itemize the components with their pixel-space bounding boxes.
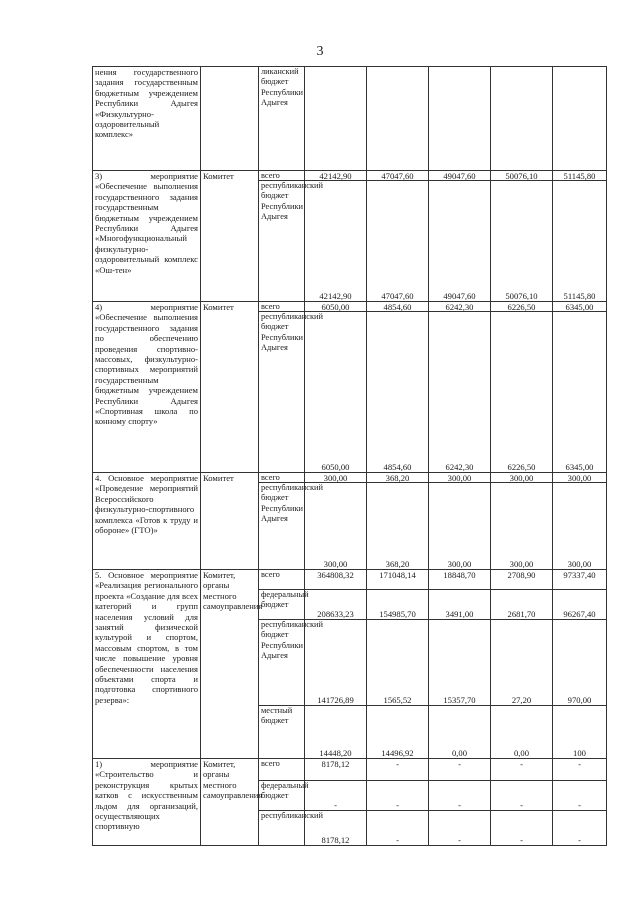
value-subcell	[491, 570, 552, 590]
value-text: 47047,60	[381, 171, 414, 181]
source-label: республиканский бюджет Республики Адыгея	[261, 483, 323, 524]
value-text: 6050,00	[321, 302, 350, 312]
value-subcell	[429, 706, 490, 758]
table-row	[93, 473, 607, 570]
source-label: всего	[259, 759, 304, 781]
value-text: 364808,32	[317, 570, 354, 580]
value-text: 50076,10	[505, 171, 538, 181]
value-text: -	[458, 834, 461, 845]
executor-cell: Комитет	[201, 302, 259, 473]
executor-cell: Комитет, органы местного самоуправления	[201, 759, 259, 846]
value-subcell	[553, 312, 606, 472]
value-text: 300,00	[323, 473, 348, 483]
value-subcell	[367, 759, 428, 781]
value-cell	[553, 67, 607, 171]
value-text: -	[578, 834, 581, 845]
value-text: -	[396, 834, 399, 845]
value-subcell	[429, 759, 490, 781]
value-subcell	[553, 781, 606, 811]
value-text: 18848,70	[443, 570, 476, 580]
value-text: 300,00	[447, 473, 472, 483]
source-cell	[259, 302, 323, 473]
value-subcell	[553, 759, 606, 781]
value-subcell	[491, 473, 552, 483]
value-text: 208633,23	[317, 608, 354, 619]
source-label: местный бюджет	[261, 706, 293, 726]
table-row	[93, 171, 607, 302]
value-subcell	[491, 811, 552, 845]
value-cell	[305, 67, 367, 171]
source-label: республиканский	[261, 811, 323, 820]
value-text: 6242,30	[445, 302, 474, 312]
measure-cell: 3) мероприятие «Обеспечение выполнения государственного задания государственным бюджетным учреждением Республики Адыгея «Многофункциональный физкультурно-оздоровительный комплекс «Ош-тен»	[93, 171, 201, 302]
measure-cell: нения государственного задания государственным бюджетным учреждением Республики Адыгея «Физкультурно-оздоровительный комплекс»	[93, 67, 201, 171]
value-cell	[305, 302, 367, 473]
source-label: федеральный бюджет	[259, 781, 304, 811]
value-subcell	[491, 302, 552, 312]
page-number: 3	[316, 44, 324, 59]
value-cell	[305, 759, 367, 846]
value-subcell	[305, 620, 366, 706]
value-text: 6242,30	[445, 461, 474, 472]
value-subcell	[491, 171, 552, 181]
value-text: 300,00	[447, 558, 472, 569]
value-text: 100	[573, 747, 586, 758]
value-subcell	[553, 811, 606, 845]
value-subcell	[305, 781, 366, 811]
value-text: 368,20	[385, 473, 410, 483]
value-subcell	[491, 590, 552, 620]
value-cell	[491, 759, 553, 846]
value-subcell	[305, 759, 366, 781]
value-text: -	[578, 799, 581, 810]
value-text: 300,00	[567, 558, 592, 569]
value-cell	[491, 302, 553, 473]
value-text: 300,00	[323, 558, 348, 569]
value-text: 2681,70	[507, 608, 536, 619]
value-subcell	[367, 811, 428, 845]
executor-cell: Комитет, органы местного самоуправления	[201, 570, 259, 759]
value-subcell	[305, 473, 366, 483]
value-subcell	[491, 312, 552, 472]
value-text: 47047,60	[381, 290, 414, 301]
table-row	[93, 67, 607, 171]
value-subcell	[305, 811, 366, 845]
measure-cell: 5. Основное мероприятие «Реализация регионального проекта «Создание для всех категорий и групп населения условий для занятий физической культурой и спортом, массовым спортом, в том числе повышение уровня обеспеченности населения объектами спорта и подготовка спортивного резерва»:	[93, 570, 201, 759]
value-text: 1565,52	[383, 694, 412, 705]
value-text: -	[396, 799, 399, 810]
source-label: республиканский бюджет Республики Адыгея	[261, 181, 323, 222]
table-row	[93, 759, 607, 846]
source-label: республиканский бюджет Республики Адыгея	[261, 312, 323, 353]
value-subcell	[553, 302, 606, 312]
value-subcell	[429, 590, 490, 620]
value-text: 6226,50	[507, 302, 536, 312]
value-subcell	[305, 570, 366, 590]
value-text: -	[578, 759, 581, 769]
value-text: 6345,00	[565, 461, 594, 472]
value-subcell	[553, 181, 606, 301]
value-subcell	[553, 570, 606, 590]
value-text: 50076,10	[505, 290, 538, 301]
value-text: 42142,90	[319, 171, 352, 181]
value-cell	[491, 570, 553, 759]
value-text: 49047,60	[443, 171, 476, 181]
value-subcell	[305, 706, 366, 758]
value-subcell	[305, 590, 366, 620]
measure-cell: 4. Основное мероприятие «Проведение мероприятий Всероссийского физкультурно-спортивного комплекса «Готов к труду и обороне» (ГТО)»	[93, 473, 201, 570]
source-cell: ликанский бюджет Республики Адыгея	[259, 67, 305, 171]
source-cell	[259, 171, 323, 302]
value-subcell	[367, 781, 428, 811]
value-text: 8178,12	[321, 759, 350, 769]
value-text: 27,20	[511, 694, 532, 705]
value-text: 8178,12	[321, 834, 350, 845]
value-text: -	[396, 759, 399, 769]
executor-cell: Комитет	[201, 171, 259, 302]
value-subcell	[553, 473, 606, 483]
value-cell	[553, 759, 607, 846]
value-text: -	[458, 759, 461, 769]
value-subcell	[367, 620, 428, 706]
value-subcell	[367, 590, 428, 620]
value-subcell	[367, 473, 428, 483]
value-text: 2708,90	[507, 570, 536, 580]
source-label: всего	[259, 171, 304, 181]
value-subcell	[491, 706, 552, 758]
value-subcell	[367, 181, 428, 301]
measure-cell: 4) мероприятие «Обеспечение выполнения государственного задания по обеспечению проведения спортивно-массовых, физкультурно-спортивных мероприятий государственным бюджетным учреждением Республики Адыгея «Спортивная школа по конному спорту»	[93, 302, 201, 473]
source-label: всего	[259, 473, 304, 483]
value-subcell	[491, 483, 552, 569]
value-text: 4854,60	[383, 461, 412, 472]
value-text: 3491,00	[445, 608, 474, 619]
value-text: 141726,89	[317, 694, 354, 705]
value-subcell	[305, 302, 366, 312]
value-text: 4854,60	[383, 302, 412, 312]
source-cell	[259, 473, 323, 570]
value-text: 42142,90	[319, 290, 352, 301]
value-subcell	[553, 706, 606, 758]
value-cell	[429, 759, 491, 846]
value-cell	[553, 302, 607, 473]
value-subcell	[367, 312, 428, 472]
executor-cell: Комитет	[201, 473, 259, 570]
value-cell	[367, 473, 429, 570]
value-subcell	[429, 620, 490, 706]
value-subcell	[429, 473, 490, 483]
source-label: республиканский бюджет Республики Адыгея	[259, 620, 304, 706]
value-subcell	[491, 620, 552, 706]
value-subcell	[553, 590, 606, 620]
value-cell	[553, 570, 607, 759]
value-subcell	[305, 483, 366, 569]
table-row	[93, 302, 607, 473]
measure-cell: 1) мероприятие «Строительство и реконструкция крытых катков с искусственным льдом для организаций, осуществляющих спортивную	[93, 759, 201, 846]
value-cell	[491, 67, 553, 171]
value-text: 14496,92	[381, 747, 414, 758]
value-subcell	[367, 570, 428, 590]
value-cell	[429, 570, 491, 759]
value-text: 0,00	[451, 747, 468, 758]
value-cell	[429, 171, 491, 302]
value-subcell	[429, 483, 490, 569]
value-text: 171048,14	[379, 570, 416, 580]
source-label: всего	[259, 570, 304, 590]
value-subcell	[367, 706, 428, 758]
value-subcell	[429, 181, 490, 301]
executor-cell	[201, 67, 259, 171]
value-text: -	[520, 834, 523, 845]
value-text: 300,00	[509, 558, 534, 569]
value-cell	[305, 570, 367, 759]
value-subcell	[367, 171, 428, 181]
value-subcell	[491, 759, 552, 781]
value-cell	[367, 302, 429, 473]
value-cell	[367, 171, 429, 302]
value-cell	[367, 759, 429, 846]
value-cell	[305, 473, 367, 570]
value-text: 300,00	[509, 473, 534, 483]
value-text: 6050,00	[321, 461, 350, 472]
value-text: 49047,60	[443, 290, 476, 301]
value-text: -	[520, 799, 523, 810]
value-subcell	[305, 312, 366, 472]
value-text: 51145,80	[563, 290, 596, 301]
value-text: -	[458, 799, 461, 810]
value-subcell	[553, 620, 606, 706]
value-cell	[429, 473, 491, 570]
value-text: 6345,00	[565, 302, 594, 312]
value-subcell	[367, 302, 428, 312]
value-cell	[491, 473, 553, 570]
value-text: -	[520, 759, 523, 769]
value-cell	[553, 171, 607, 302]
budget-table	[92, 66, 607, 846]
value-text: 15357,70	[443, 694, 476, 705]
value-cell	[491, 171, 553, 302]
value-text: 300,00	[567, 473, 592, 483]
value-text: 6226,50	[507, 461, 536, 472]
value-cell	[305, 171, 367, 302]
value-text: 14448,20	[319, 747, 352, 758]
value-text: 970,00	[567, 694, 592, 705]
value-cell	[367, 67, 429, 171]
value-text: 368,20	[385, 558, 410, 569]
value-subcell	[491, 181, 552, 301]
value-subcell	[305, 171, 366, 181]
value-text: 154985,70	[379, 608, 416, 619]
value-subcell	[429, 312, 490, 472]
value-subcell	[429, 781, 490, 811]
value-subcell	[491, 781, 552, 811]
value-text: -	[334, 799, 337, 810]
table-row	[93, 570, 607, 759]
value-cell	[429, 302, 491, 473]
value-cell	[553, 473, 607, 570]
value-subcell	[553, 171, 606, 181]
value-subcell	[305, 181, 366, 301]
value-subcell	[429, 302, 490, 312]
value-subcell	[429, 570, 490, 590]
source-cell	[259, 570, 323, 759]
value-subcell	[367, 483, 428, 569]
value-subcell	[553, 483, 606, 569]
source-cell	[259, 759, 323, 846]
value-text: 51145,80	[563, 171, 596, 181]
value-cell	[367, 570, 429, 759]
value-text: 96267,40	[563, 608, 596, 619]
value-cell	[429, 67, 491, 171]
value-subcell	[429, 171, 490, 181]
value-text: 97337,40	[563, 570, 596, 580]
source-label: федеральный бюджет	[259, 590, 304, 620]
value-text: 0,00	[513, 747, 530, 758]
value-subcell	[429, 811, 490, 845]
source-label: всего	[259, 302, 304, 312]
